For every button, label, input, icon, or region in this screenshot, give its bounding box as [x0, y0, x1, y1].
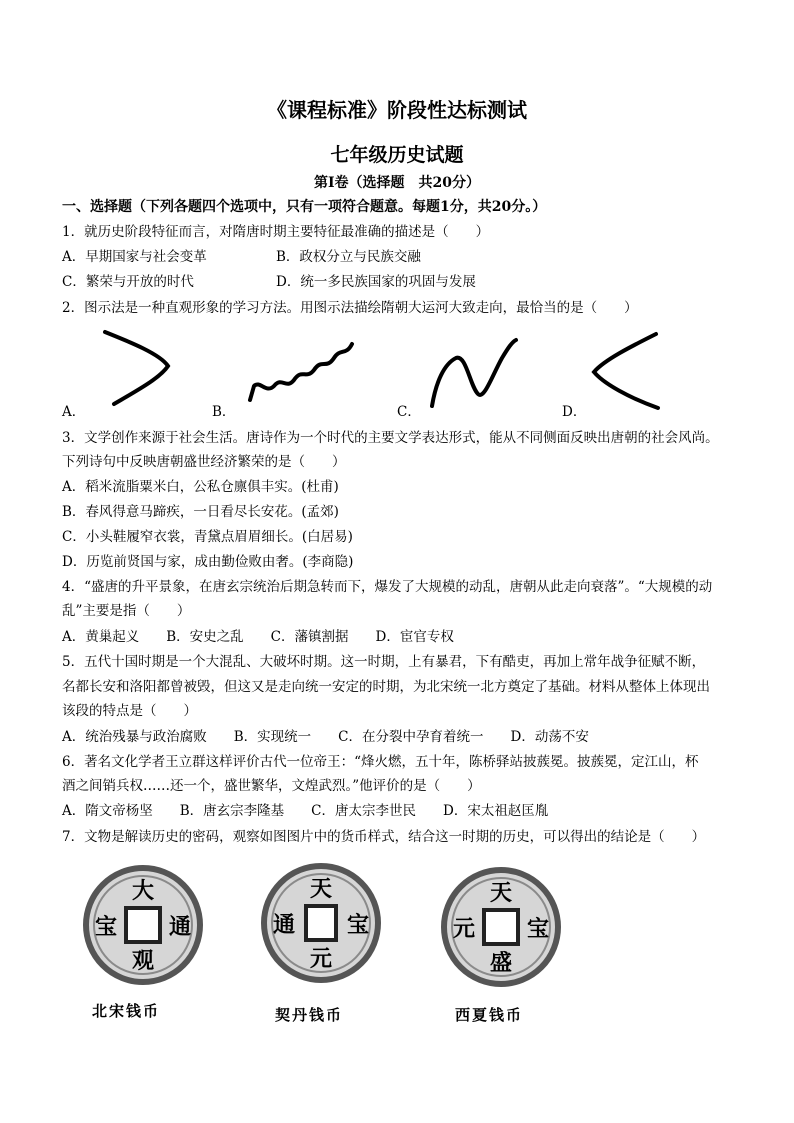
- q3-option-d: D．历览前贤国与家，成由勤俭败由奢。(李商隐): [62, 554, 354, 570]
- canal-curve-d: [586, 330, 666, 412]
- canal-curve-b: [246, 336, 356, 406]
- q6-stem-line2: 酒之间销兵权……还一个，盛世繁华，文煌武烈。”他评价的是（ ）: [62, 778, 481, 794]
- canal-curve-a: [100, 328, 180, 408]
- khitan-coin-glyph-bottom: 元: [309, 947, 333, 972]
- khitan-coin-image: [260, 862, 382, 984]
- khitan-coin-caption: 契丹钱币: [275, 1006, 344, 1024]
- q3-option-c: C．小头鞋履窄衣裳，青黛点眉眉细长。(白居易): [62, 529, 353, 545]
- q2-option-c: C．: [397, 404, 421, 420]
- exam-title: 《课程标准》阶段性达标测试: [267, 98, 527, 122]
- northern-song-coin-glyph-top: 大: [131, 879, 155, 904]
- northern-song-coin-image: [82, 864, 204, 986]
- q7-stem: 7．文物是解读历史的密码，观察如图图片中的货币样式，结合这一时期的历史，可以得出的结论是（ ）: [62, 829, 706, 845]
- section-heading: 一、选择题（下列各题四个选项中，只有一项符合题意。每题1分，共20分。）: [62, 199, 547, 215]
- western-xia-coin-glyph-left: 元: [452, 917, 476, 942]
- q1-stem: 1．就历史阶段特征而言，对隋唐时期主要特征最准确的描述是（ ）: [62, 224, 490, 240]
- q3-option-a: A．稻米流脂粟米白，公私仓廪俱丰实。(杜甫): [62, 479, 339, 495]
- q1-option-b: B．政权分立与民族交融: [276, 249, 421, 265]
- q5-options: A．统治残暴与政治腐败 B．实现统一 C．在分裂中孕育着统一 D．动荡不安: [62, 729, 589, 745]
- western-xia-coin-glyph-bottom: 盛: [489, 951, 513, 976]
- northern-song-coin-glyph-right: 通: [168, 915, 192, 940]
- q6-options: A．隋文帝杨坚 B．唐玄宗李隆基 C．唐太宗李世民 D．宋太祖赵匡胤: [62, 803, 549, 819]
- q1-option-a: A．早期国家与社会变革: [62, 249, 207, 265]
- northern-song-coin-caption: 北宋钱币: [92, 1002, 161, 1020]
- volume-heading: 第Ⅰ卷（选择题 共20分）: [313, 175, 481, 191]
- q4-options: A．黄巢起义 B．安史之乱 C．藩镇割据 D．宦官专权: [62, 629, 454, 645]
- western-xia-coin-caption: 西夏钱币: [455, 1006, 524, 1024]
- khitan-coin-glyph-right: 宝: [346, 913, 370, 938]
- q5-stem-line2: 名都长安和洛阳都曾被毁，但这又是走向统一安定的时期，为北宋统一北方奠定了基础。材料从整体上体现出: [62, 679, 710, 695]
- q3-stem-line1: 3．文学创作来源于社会生活。唐诗作为一个时代的主要文学表达形式，能从不同侧面反映出唐朝的社会风尚。: [62, 430, 719, 446]
- khitan-coin-glyph-top: 天: [309, 877, 333, 902]
- q4-stem-line1: 4．“盛唐的升平景象，在唐玄宗统治后期急转而下，爆发了大规模的动乱，唐朝从此走向衰落”。“大规模的动: [62, 579, 713, 595]
- western-xia-coin-glyph-top: 天: [489, 881, 513, 906]
- northern-song-coin-glyph-left: 宝: [94, 915, 118, 940]
- q3-option-b: B．春风得意马蹄疾，一日看尽长安花。(孟郊): [62, 504, 339, 520]
- khitan-coin-glyph-left: 通: [272, 913, 296, 938]
- q2-option-a: A．: [62, 404, 86, 420]
- q2-stem: 2．图示法是一种直观形象的学习方法。用图示法描绘隋朝大运河大致走向，最恰当的是（ ）: [62, 300, 638, 316]
- q1-option-d: D．统一多民族国家的巩固与发展: [276, 274, 476, 290]
- q4-stem-line2: 乱”主要是指（ ）: [62, 603, 191, 619]
- northern-song-coin-glyph-bottom: 观: [131, 949, 155, 974]
- q2-option-b: B．: [212, 404, 236, 420]
- q5-stem-line3: 该段的特点是（ ）: [62, 703, 197, 719]
- q5-stem-line1: 5．五代十国时期是一个大混乱、大破坏时期。这一时期，上有暴君，下有酷吏，再加上常年战争征赋不断，: [62, 654, 706, 670]
- q2-option-d: D．: [562, 404, 587, 420]
- q1-option-c: C．繁荣与开放的时代: [62, 274, 194, 290]
- canal-curve-c: [426, 336, 526, 410]
- q3-stem-line2: 下列诗句中反映唐朝盛世经济繁荣的是（ ）: [62, 454, 346, 470]
- q6-stem-line1: 6．著名文化学者王立群这样评价古代一位帝王：“烽火燃，五十年，陈桥驿站披蔟冕。披蔟冕，定江山，杯: [62, 754, 699, 770]
- western-xia-coin-glyph-right: 宝: [526, 917, 550, 942]
- exam-subtitle: 七年级历史试题: [330, 144, 464, 166]
- western-xia-coin-image: [440, 866, 562, 988]
